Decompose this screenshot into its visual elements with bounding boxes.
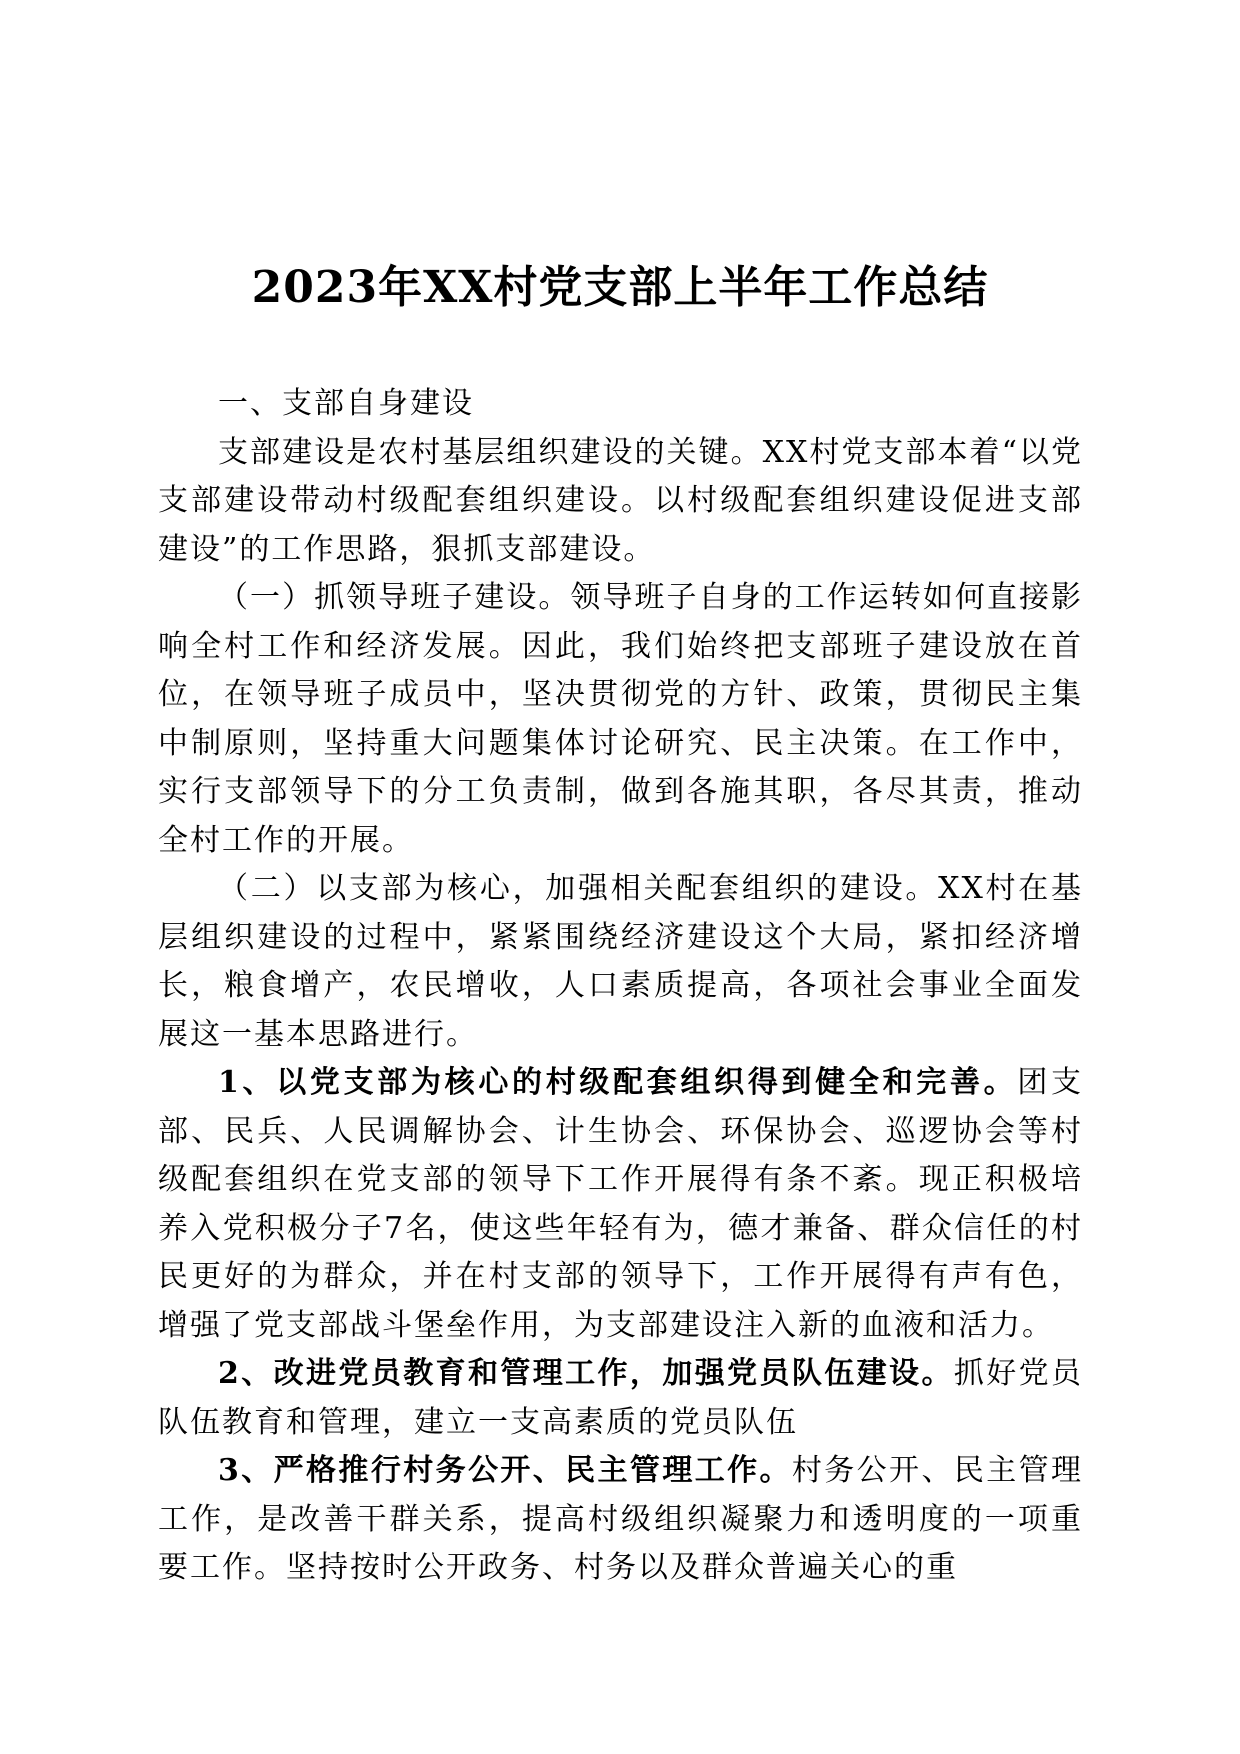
section-heading: 一、支部自身建设: [218, 386, 474, 421]
paragraph-item-2: [158, 1350, 1083, 1447]
paragraph-item-3: [158, 1447, 1083, 1593]
item-3-body: 村务公开、民主管理工作，是改善干群关系，提高村级组织凝聚力和透明度的一项重要工作。坚持按时公开政务、村务以及群众普遍关心的重: [158, 1453, 1084, 1585]
paragraph-item-1: [158, 1059, 1083, 1350]
item-1-body: 团支部、民兵、人民调解协会、计生协会、环保协会、巡逻协会等村级配套组织在党支部的领导下工作开展得有条不紊。现正积极培养入党积极分子7名，使这些年轻有为，德才兼备、群众信任的村民更好的为群众，并在村支部的领导下，工作开展得有声有色，增强了党支部战斗堡垒作用，为支部建设注入新的血液和活力。: [158, 1065, 1084, 1343]
paragraph-subsection-1: （一）抓领导班子建设。领导班子自身的工作运转如何直接影响全村工作和经济发展。因此，我们始终把支部班子建设放在首位，在领导班子成员中，坚决贯彻党的方针、政策，贯彻民主集中制原则，坚持重大问题集体讨论研究、民主决策。在工作中，实行支部领导下的分工负责制，做到各施其职，各尽其责，推动全村工作的开展。: [158, 580, 1083, 858]
item-2-body: 抓好党员队伍教育和管理，建立一支高素质的党员队伍: [158, 1356, 1084, 1440]
document-body: [158, 380, 1083, 1593]
item-1-lead: 1、以党支部为核心的村级配套组织得到健全和完善。: [218, 1065, 1018, 1100]
item-3-lead: 3、严格推行村务公开、民主管理工作。: [218, 1453, 792, 1488]
document-title: 2023年XX村党支部上半年工作总结: [251, 262, 989, 313]
paragraph-subsection-2: （二）以支部为核心，加强相关配套组织的建设。XX村在基层组织建设的过程中，紧紧围绕经济建设这个大局，紧扣经济增长，粮食增产，农民增收，人口素质提高，各项社会事业全面发展这一基本思路进行。: [158, 871, 1083, 1052]
paragraph-intro: 支部建设是农村基层组织建设的关键。XX村党支部本着“以党支部建设带动村级配套组织建设。以村级配套组织建设促进支部建设”的工作思路，狠抓支部建设。: [158, 434, 1083, 567]
item-2-lead: 2、改进党员教育和管理工作，加强党员队伍建设。: [218, 1356, 954, 1391]
